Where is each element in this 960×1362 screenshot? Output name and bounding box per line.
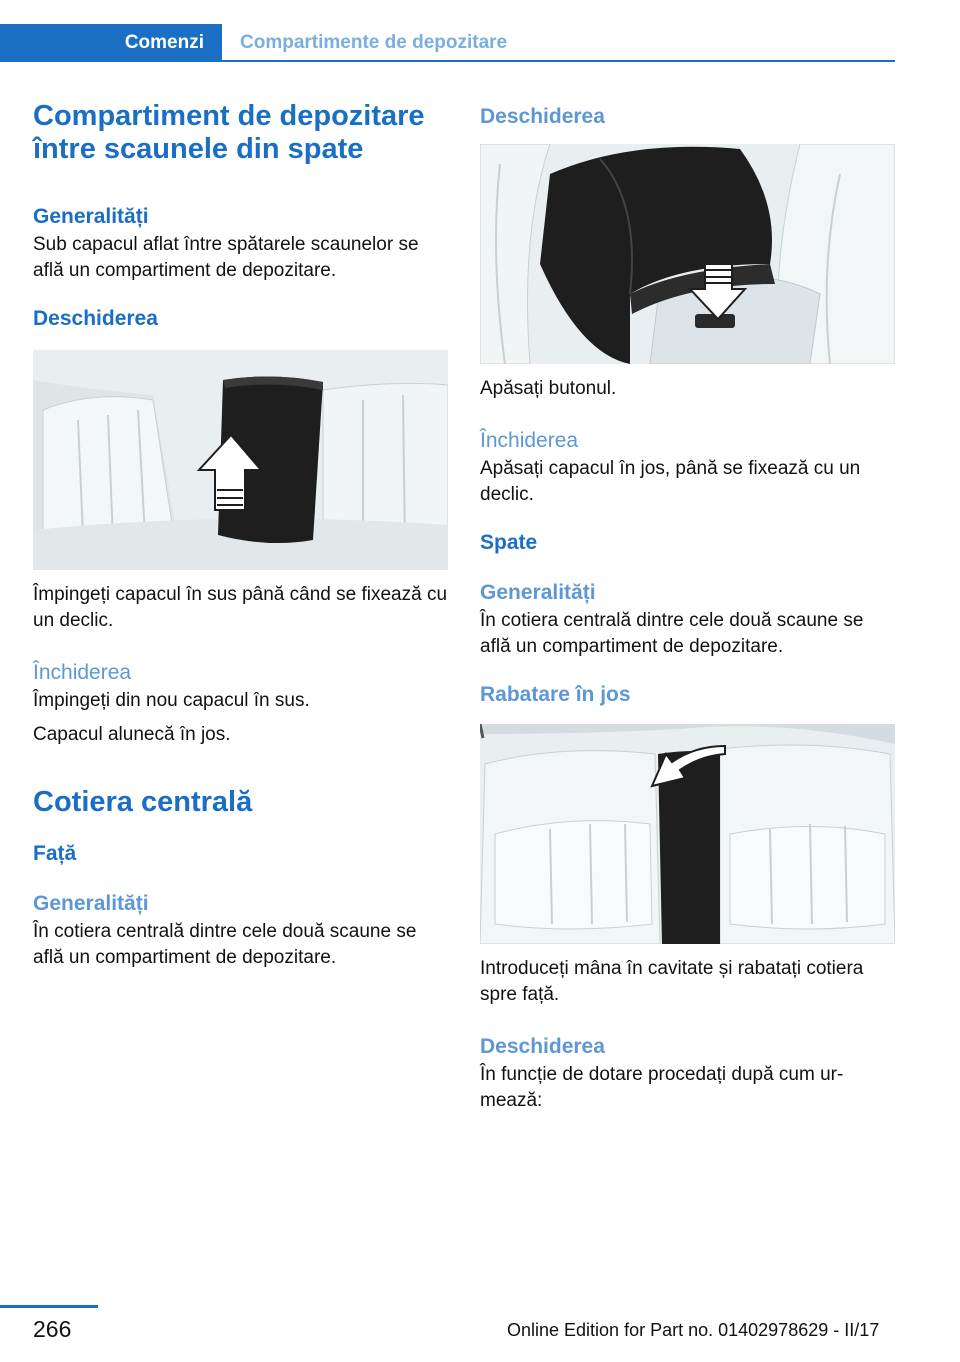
left-column [33,100,448,971]
edition-note: Online Edition for Part no. 01402978629 - II/17 [507,1320,880,1340]
title-center-armrest: Cotiera centrală [33,786,253,818]
heading-rear-opening: Deschiderea [480,1035,605,1058]
running-header [0,24,895,62]
text-rear-general: În cotiera centrală dintre cele două scaune se află un compartiment de depozitare. [480,610,864,657]
text-closing-1: Împingeți din nou capacul în sus. [33,690,310,711]
heading-general: Generalități [33,205,149,228]
text-closing-2: Capacul alunecă în jos. [33,724,231,745]
heading-front-opening: Deschiderea [480,105,605,128]
right-column [480,100,895,1114]
text-press-button: Apăsați butonul. [480,378,617,399]
text-front-closing: Apăsați capacul în jos, până se fixează cu un declic. [480,458,861,505]
figure-rear-armrest-fold [480,724,895,944]
heading-rear: Spate [480,531,538,554]
heading-front-closing: Închiderea [480,429,579,452]
heading-opening: Deschiderea [33,307,158,330]
heading-rear-general: Generalități [480,581,596,604]
heading-front-general: Generalități [33,892,149,915]
chapter-tab: Comenzi [0,24,222,62]
header-rule [222,60,895,62]
title-storage-between-rear-seats: Compartiment de depozitare între scaunele din spate [33,100,425,165]
text-rear-opening: În funcție de dotare procedați după cum ur-mează: [480,1064,844,1111]
text-opening: Împingeți capacul în sus până când se fixează cu un declic. [33,584,448,631]
heading-fold-down: Rabatare în jos [480,683,631,706]
heading-closing: Închiderea [33,661,132,684]
section-title: Compartimente de depozitare [240,32,508,53]
footer-rule [0,1305,98,1308]
figure-front-armrest-button [480,144,895,364]
page-number: 266 [33,1316,72,1342]
figure-rear-storage-cover [33,350,448,570]
text-fold-down: Introduceți mâna în cavitate și rabatați cotiera spre față. [480,958,864,1005]
text-general: Sub capacul aflat între spătarele scaunelor se află un compartiment de depozitare. [33,234,419,281]
heading-front: Față [33,842,77,865]
text-front-general: În cotiera centrală dintre cele două scaune se află un compartiment de depozitare. [33,921,417,968]
